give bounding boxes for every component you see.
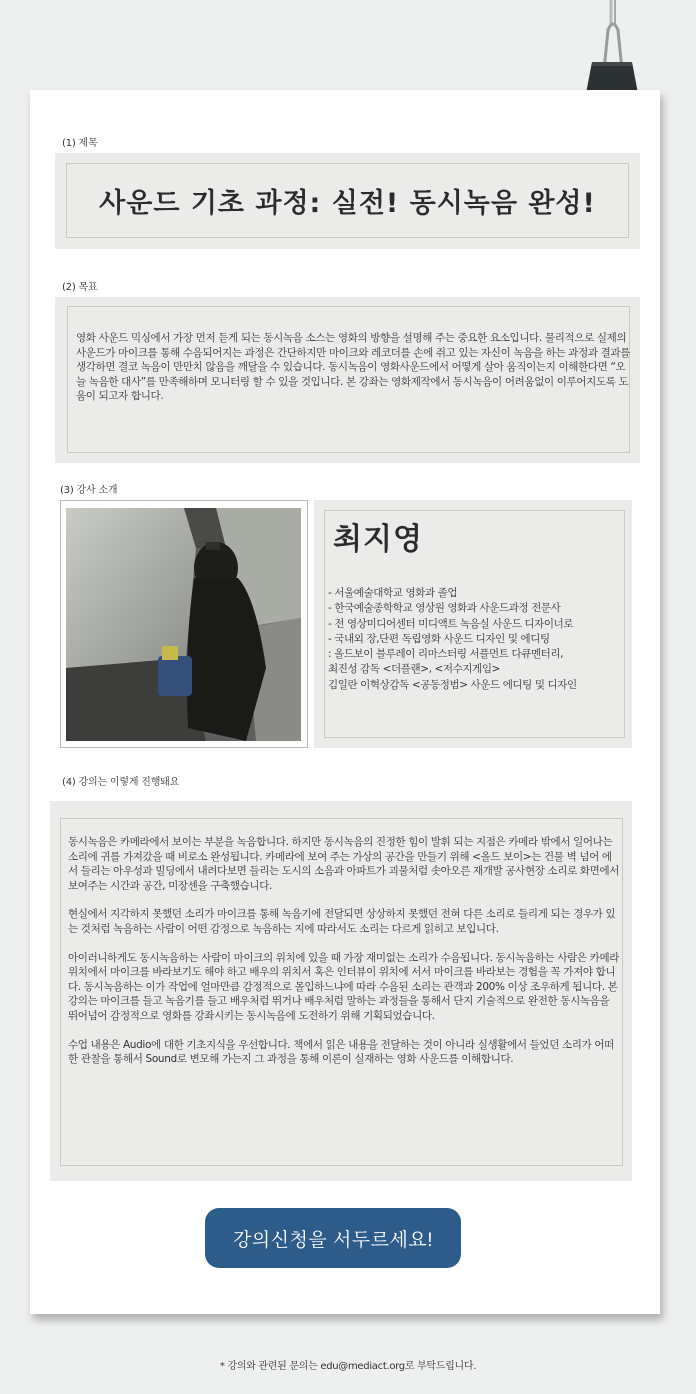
section-label-course: (4) 강의는 이렇게 진행돼요: [62, 777, 180, 788]
section-label-goal: (2) 목표: [62, 282, 98, 293]
title-box: [55, 153, 640, 249]
career-item: 최진성 감독 <더플랜>, <저수지게임>: [328, 663, 501, 676]
course-paragraph: 수업 내용은 Audio에 대한 기초지식을 우선합니다. 책에서 읽은 내용을 전달하는 것이 아니라 실생활에서 들었던 소리가 어떠한 관찰을 통해서 Sound로 변모해 가는지 그 과정을 통해 이론이 실재하는 영화 사운드를 이해합니다.: [68, 1038, 614, 1066]
section-label-title: (1) 제목: [62, 138, 98, 149]
contact-note: * 강의와 관련된 문의는 edu@mediact.org로 부탁드립니다.: [219, 1361, 477, 1372]
instructor-photo-frame: [60, 500, 308, 748]
course-paragraph: 현실에서 지각하지 못했던 소리가 마이크를 통해 녹음기에 전달되면 상상하지 못했던 전혀 다른 소리로 들리게 되는 경우가 있는 것처럼 녹음하는 사람이 어떤 감정으로 녹음하는 지에 따라서도 소리는 다르게 읽히고 보입니다.: [68, 908, 616, 935]
course-paragraph: 아이러니하게도 동시녹음하는 사람이 마이크의 위치에 있을 때 가장 재미없는 소리가 수음됩니다. 동시녹음하는 사람은 카메라 위치에서 마이크를 바라보기도 해야 하고 배우의 위치서 혹은 인터뷰이 위치에 서서 마이크를 바라보는 경험을 꼭 가져야 합니다. 동시녹음하는 이가 작업에 얼마만큼 감정적으로 몰입하느냐에 따라 수음된 소리는 관객과 200% 이상 조우하게 됩니다. 본 강의는 마이크를 들고 녹음기를 들고 배우처럼 뛰거나 배우처럼 말하는 과정들을 통해서 단지 기술적으로 완전한 동시녹음을 뛰어넘어 감정적으로 영화를 강좌시키는 동시녹음에 도전하기 위해 기획되었습니다.: [68, 951, 620, 1022]
instructor-photo: [66, 508, 301, 741]
course-text: [68, 835, 620, 1067]
section-label-instructor: (3) 강사 소개: [60, 485, 118, 496]
career-item: : 올드보이 블루레이 리마스터링 서플먼트 다큐멘터리,: [328, 648, 564, 661]
career-item: - 서울예술대학교 영화과 졸업: [328, 587, 458, 599]
career-item: - 전 영상미디어센터 미디액트 녹음실 사운드 디자이너로: [328, 617, 574, 630]
instructor-name: 최지영: [333, 522, 423, 557]
apply-button[interactable]: 강의신청을 서두르세요!: [205, 1208, 461, 1268]
instructor-career-list: [328, 586, 577, 693]
career-item: - 한국예술종학학교 영상원 영화과 사운드과정 전문사: [328, 602, 561, 615]
goal-text: 영화 사운드 믹싱에서 가장 먼저 듣게 되는 동시녹음 소스는 영화의 방향을 설명해 주는 중요한 요소입니다. 물리적으로 실제의 사운드가 마이크를 통해 수음되어지는 과정은 간단하지만 마이크와 레코더를 손에 쥐고 있는 자신이 녹음을 하는 과정과 결과를 생각하면 결코 녹음이 만만치 않음을 깨달을 수 있습니다. 동시녹음이 영화사운드에서 어떻게 살아 움직이는지 이해한다면 “오늘 녹음한 대사”를 만족해하며 모니터링 할 수 있을 것입니다. 본 강좌는 영화제작에서 동시녹음이 어려움없이 이루어지도록 도움이 되고자 합니다.: [76, 332, 631, 403]
course-title: 사운드 기초 과정: 실전! 동시녹음 완성!: [99, 188, 596, 219]
course-box: [50, 801, 632, 1181]
career-item: - 국내외 장,단편 독립영화 사운드 디자인 및 에디팅: [328, 632, 550, 645]
binder-clip-icon: [582, 0, 642, 104]
goal-box: [55, 297, 640, 463]
career-item: 김일란 이혁상감독 <공동정범> 사운드 에디팅 및 디자인: [328, 678, 577, 691]
course-paragraph: 동시녹음은 카메라에서 보이는 부분을 녹음합니다. 하지만 동시녹음의 진정한 힘이 발휘 되는 지점은 카메라 밖에서 일어나는 소리에 귀를 가져갔을 때 비로소 완성됩니다. 카메라에 보여 주는 가상의 공간을 만들기 위해 <올드 보이>는 건물 벽 넘어 에서 들리는 아우성과 빌딩에서 내려다보면 들리는 도시의 소음과 아파트가 괴물처럼 솟아오른 재개발 공사현장 소리로 화면에서 보여주는 시간과 공간, 미장센을 구축했습니다.: [68, 836, 620, 892]
